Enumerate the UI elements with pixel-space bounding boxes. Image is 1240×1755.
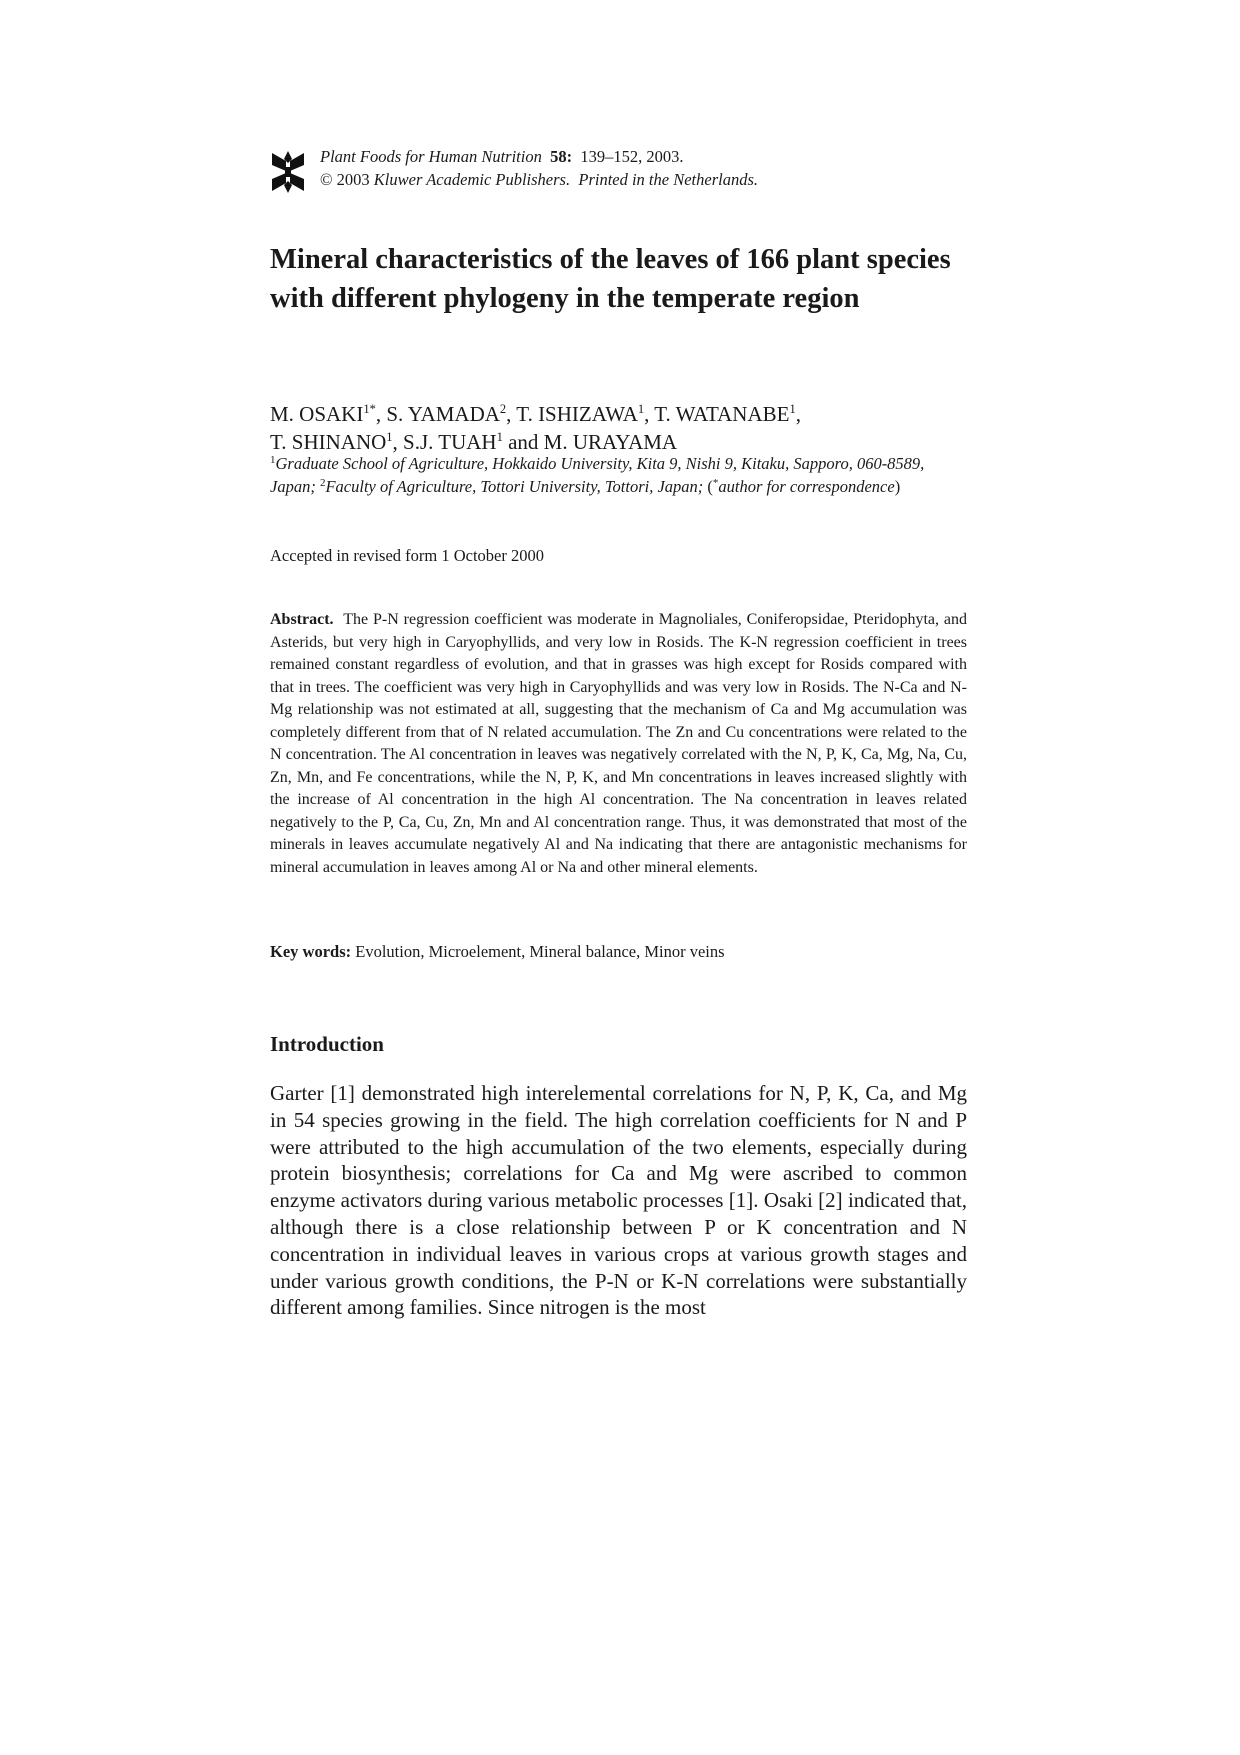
author-name: T. SHINANO (270, 430, 387, 454)
author-name: M. OSAKI (270, 402, 364, 426)
author-affiliation-marker: 1 (386, 430, 393, 444)
author-separator: , (375, 402, 387, 426)
author-affiliation-marker: 1 (637, 402, 645, 416)
keywords-label: Key words: (270, 942, 352, 961)
author-name: T. ISHIZAWA (516, 402, 638, 426)
author-name: T. WATANABE (654, 402, 790, 426)
author-separator: and (502, 430, 544, 454)
printed-location: Printed in the Netherlands. (578, 170, 759, 189)
author-list (270, 400, 970, 456)
author-affiliation-marker: 2 (499, 402, 507, 416)
author-separator: , (644, 402, 655, 426)
correspondence-marker: * (712, 476, 719, 489)
journal-name: Plant Foods for Human Nutrition (320, 147, 542, 166)
author-name: M. URAYAMA (543, 430, 678, 454)
affiliations (270, 453, 970, 498)
introduction-paragraph: Garter [1] demonstrated high interelemental correlations for N, P, K, Ca, and Mg in 54 species growing in the field. The high correlation coefficients for N and P were attributed to the high accumulation of the two elements, especially during protein biosynthesis; correlations for Ca and Mg were ascribed to common enzyme activators during various metabolic processes [1]. Osaki [2] indicated that, although there is a close relationship between P or K concentration and N concentration in individual leaves in various crops at various growth stages and under various growth conditions, the P-N or K-N correlations were substantially different among families. Since nitrogen is the most (270, 1081, 967, 1320)
abstract-text: The P-N regression coefficient was moderate in Magnoliales, Coniferopsidae, Pteridophyta, and Asterids, but very high in Caryophyllids, and very low in Rosids. The K-N regression coefficient in trees remained constant regardless of evolution, and that in grasses was high except for Rosids compared with that in trees. The coefficient was very high in Caryophyllids and was very low in Rosids. The N-Ca and N-Mg relationship was not estimated at all, suggesting that the mechanism of Ca and Mg accumulation was completely different from that of N related accumulation. The Zn and Cu concentrations were related to the N concentration. The Al concentration in leaves was negatively correlated with the N, P, K, Ca, Mg, Na, Cu, Zn, Mn, and Fe concentrations, while the N, P, K, and Mn concentrations in leaves increased slightly with the increase of Al concentration in the high Al concentration. The Na concentration in leaves related negatively to the P, Ca, Cu, Zn, Mn and Al concentration range. Thus, it was demonstrated that most of the minerals in leaves accumulate negatively Al and Na indicating that there are antagonistic mechanisms for mineral accumulation in leaves among Al or Na and other mineral elements. (270, 611, 967, 876)
correspondence-open-paren: ( (707, 476, 713, 496)
abstract (270, 609, 967, 879)
journal-pages-year: 139–152, 2003. (580, 147, 684, 166)
author-line-2 (270, 428, 970, 456)
copyright-year: © 2003 (320, 170, 370, 189)
author-affiliation-marker: 1 (496, 430, 503, 444)
article-title: Mineral characteristics of the leaves of 166 plant species with different phylogeny in the temperate region (270, 244, 951, 314)
affiliation-1: Graduate School of Agriculture, Hokkaido University, Kita 9, Nishi 9, Kitaku, Sapporo, 060-8589, Japan; (270, 454, 925, 496)
affiliation-marker-1: 1 (270, 454, 276, 466)
author-affiliation-marker: 1* (363, 402, 376, 416)
author-affiliation-marker: 1 (789, 402, 796, 416)
affiliation-marker-2: 2 (319, 476, 326, 489)
author-name: S.J. TUAH (403, 430, 497, 454)
keywords-text: Evolution, Microelement, Mineral balance, Minor veins (355, 942, 725, 961)
author-name: S. YAMADA (386, 402, 500, 426)
abstract-label: Abstract. (270, 611, 334, 628)
section-heading-introduction: Introduction (270, 1032, 384, 1056)
author-separator: , (795, 402, 801, 426)
journal-citation (320, 145, 758, 191)
correspondence-close-paren: ) (894, 476, 901, 496)
kluwer-logo-icon (270, 151, 306, 193)
author-separator: , (392, 430, 404, 454)
keywords (270, 941, 725, 963)
author-separator: , (506, 402, 517, 426)
publisher-name: Kluwer Academic Publishers. (373, 170, 571, 189)
journal-volume: 58: (550, 147, 573, 166)
correspondence-note: author for correspondence (718, 476, 895, 496)
accepted-date: Accepted in revised form 1 October 2000 (270, 546, 544, 565)
affiliation-2: Faculty of Agriculture, Tottori University, Tottori, Japan; (325, 476, 708, 496)
journal-line-2 (320, 168, 758, 191)
author-line-1 (270, 400, 970, 428)
journal-line-1 (320, 145, 758, 168)
